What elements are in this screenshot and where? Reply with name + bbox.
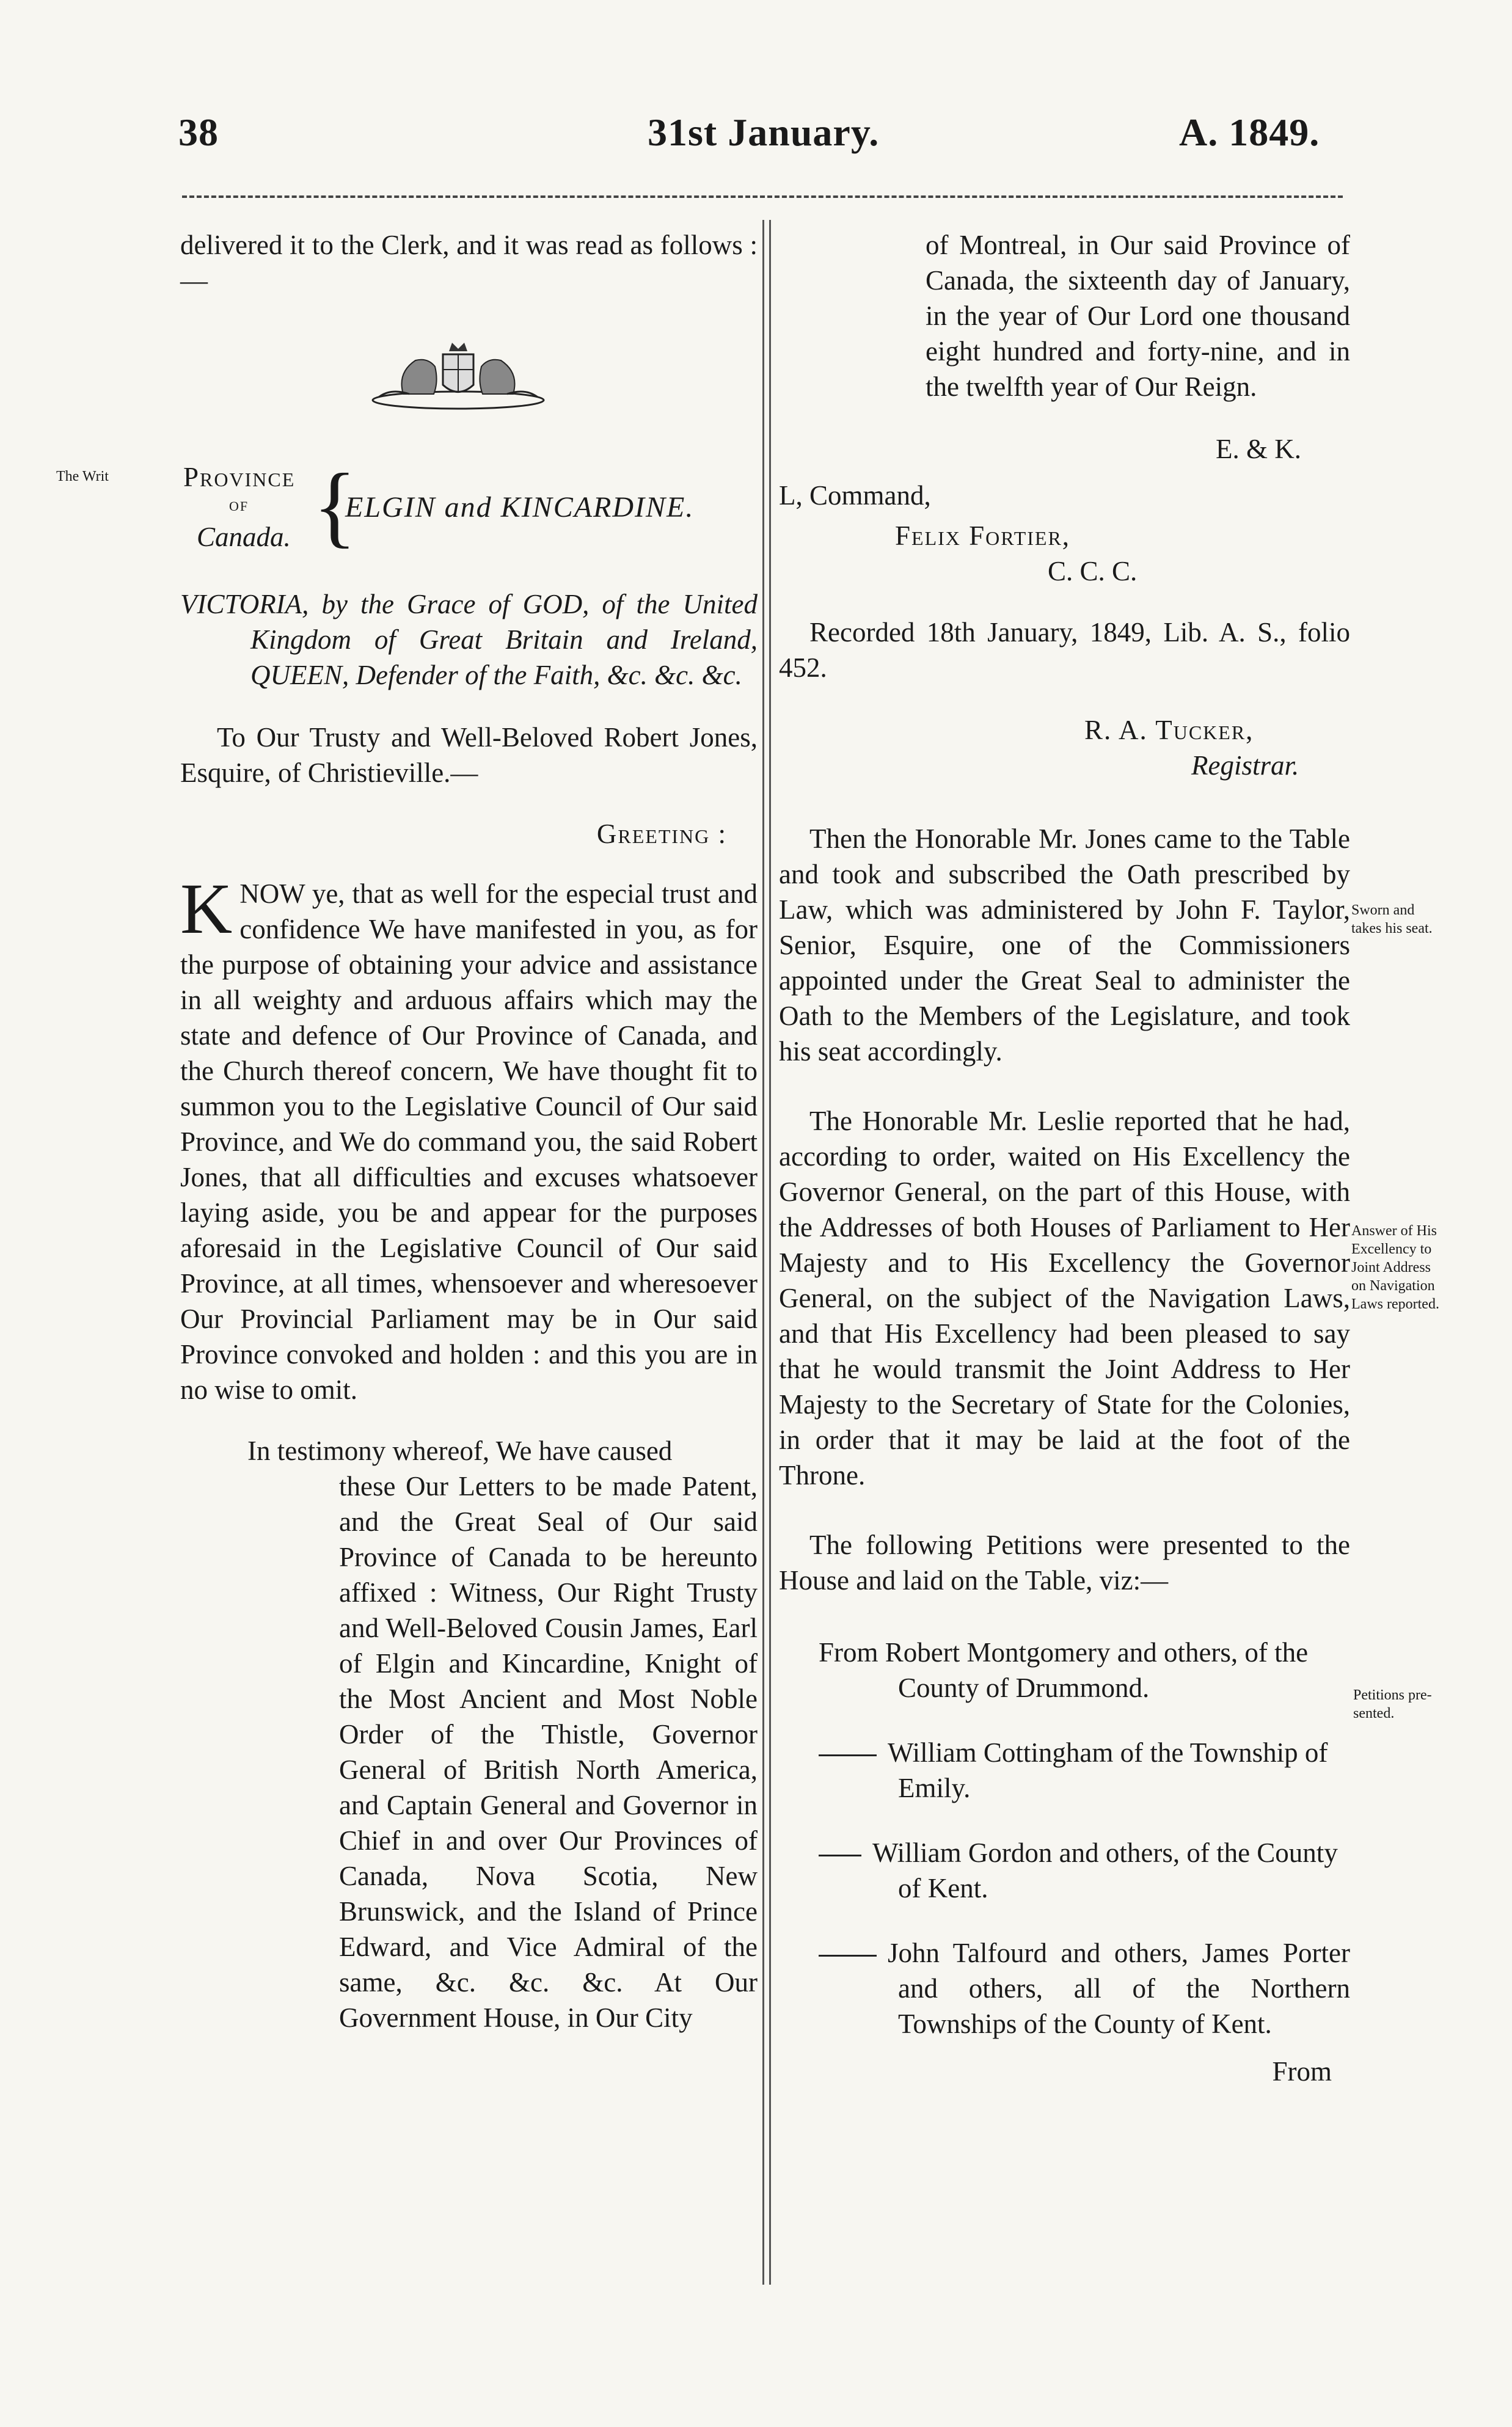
margin-note-writ: The Writ — [56, 469, 109, 484]
petition-item: William Gordon and others, of the County of Kent. — [779, 1835, 1350, 1906]
royal-arms-emblem — [367, 339, 550, 412]
catchword: From — [1272, 2056, 1332, 2087]
province-canada: Canada. — [197, 522, 291, 552]
ditto-dash — [819, 1754, 877, 1756]
command-line: L, Command, — [779, 480, 931, 511]
signatory-title: C. C. C. — [1048, 556, 1138, 586]
signatory-fortier: Felix Fortier, — [895, 520, 1071, 551]
signatory-tucker: R. A. Tucker, — [1084, 715, 1254, 745]
right-column — [779, 227, 1350, 2089]
victoria-title: VICTORIA, by the Grace of GOD, of the United Kingdom of Great Britain and Ireland, QUEEN, Defender of the Faith, &c. &c. &c. — [180, 589, 758, 690]
column-divider — [762, 220, 771, 2285]
margin-note-sworn: Sworn and takes his seat. — [1351, 902, 1433, 936]
registrar-title: Registrar. — [1191, 750, 1299, 781]
page-number: 38 — [178, 111, 219, 154]
margin-note-petitions: Petitions pre- sented. — [1353, 1687, 1432, 1721]
petition-item: From Robert Montgomery and others, of the County of Drummond. — [819, 1637, 1309, 1703]
elgin-heading: ELGIN and KINCARDINE. — [345, 491, 695, 524]
testimony-first-line: In testimony whereof, We have caused — [247, 1436, 673, 1466]
left-column-body — [180, 586, 758, 2035]
petition-item: William Cottingham of the Township of Emily. — [779, 1735, 1350, 1806]
intro-text: delivered it to the Clerk, and it was read as follows :— — [180, 230, 758, 296]
header-rule — [182, 195, 1343, 198]
brace-icon: { — [313, 455, 357, 557]
page-date: 31st January. — [648, 111, 880, 154]
leslie-report-paragraph: The Honorable Mr. Leslie reported that he had, according to order, waited on His Excellency the Governor General, on the part of this House, with the Addresses of both Houses of Parliament to Her Majesty and to His Excellency the Governor General, on the subject of the Navigation Laws, and that His Excellency had been pleased to say that he would transmit the Joint Address to Her Majesty to the Secretary of State for the Colonies, in order that it may be laid at the foot of the Throne. — [779, 1106, 1350, 1491]
jones-sworn-paragraph: Then the Honorable Mr. Jones came to the Table and took and subscribed the Oath prescribed by Law, which was administered by John F. Taylor, Senior, Esquire, one of the Commissioners appointed under the Great Seal to administer the Oath to the Members of the Legislature, and took his seat accordingly. — [779, 823, 1350, 1067]
left-column — [180, 227, 758, 298]
recorded-note: Recorded 18th January, 1849, Lib. A. S., folio 452. — [779, 617, 1350, 683]
petition-item: John Talfourd and others, James Porter and others, all of the Northern Townships of the County of Kent. — [779, 1935, 1350, 2042]
know-paragraph: KNOW ye, that as well for the especial trust and confidence We have manifested in you, as for the purpose of obtaining your advice and assistance in all weighty and arduous affairs which may the state and defence of Our Province of Canada, and the Church thereof concern, We have thought fit to summon you to the Legislative Council of Our said Province, and We do command you, the said Robert Jones, that all difficulties and excuses whatsoever laying aside, you be and appear for the purposes aforesaid in the Legislative Council of Our said Province, at all times, whensoever and wheresoever Our Provincial Parliament may be in Our said Province convoked and holden : and this you are in no wise to omit. — [180, 869, 758, 1405]
greeting: Greeting : — [596, 819, 727, 849]
ditto-dash — [819, 1855, 861, 1856]
proclamation-continuation: of Montreal, in Our said Province of Canada, the sixteenth day of January, in the year of Our Lord one thousand eight hundred and forty-nine, and in the twelfth year of Our Reign. — [926, 230, 1350, 402]
ditto-dash — [819, 1955, 877, 1957]
province-block — [183, 455, 751, 565]
trusty-address: To Our Trusty and Well-Beloved Robert Jones, Esquire, of Christieville.— — [180, 722, 758, 788]
page-year: A. 1849. — [1179, 111, 1320, 154]
province-label: Province — [183, 462, 296, 492]
testimony-body: these Our Letters to be made Patent, and the Great Seal of Our said Province of Canada to be hereunto affixed : Witness, Our Right Trusty and Well-Beloved Cousin James, Earl of Elgin and Kincardine, Knight of the Most Ancient and Most Noble Order of the Thistle, Governor General of British North America, and Captain General and Governor in Chief in and over Our Provinces of Canada, Nova Scotia, New Brunswick, and the Island of Prince Edward, and Vice Admiral of the same, &c. &c. &c. At Our Government House, in Our City — [339, 1471, 758, 2033]
province-of: of — [229, 493, 249, 515]
drop-cap: K — [180, 869, 233, 949]
signature-ek: E. & K. — [1216, 434, 1301, 464]
petitions-intro: The following Petitions were presented to the House and laid on the Table, viz:— — [779, 1530, 1350, 1596]
margin-note-answer: Answer of His Excellency to Joint Address on Navigation Laws reported. — [1351, 1223, 1439, 1312]
